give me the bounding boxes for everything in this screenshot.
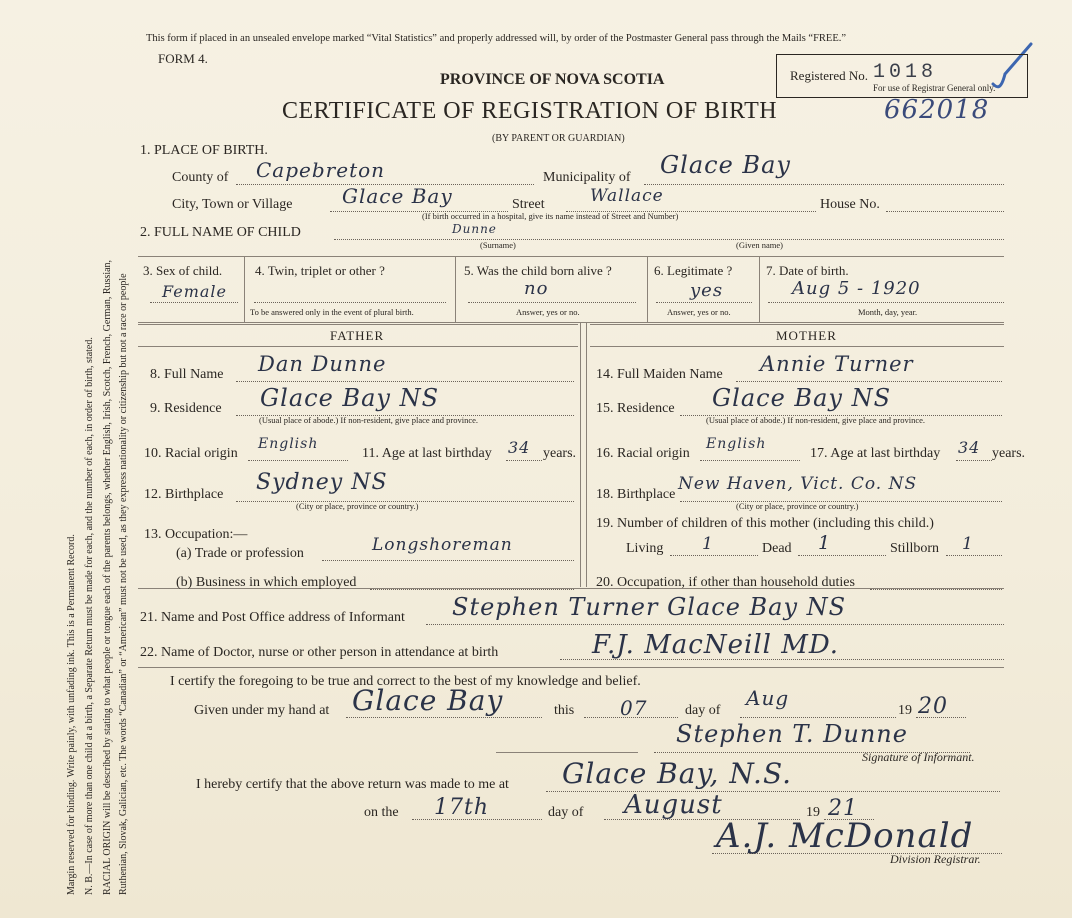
page-title: CERTIFICATE OF REGISTRATION OF BIRTH	[282, 98, 778, 124]
given-name-note: (Given name)	[736, 240, 783, 250]
postal-notice: This form if placed in an unsealed envelope marked “Vital Statistics” and properly addressed will, by order of the Postmaster General pass through the Mails “FREE.”	[146, 33, 847, 44]
city-value: Glace Bay	[342, 184, 453, 208]
dob-label: 7. Date of birth.	[766, 263, 849, 278]
stillborn-label: Stillborn	[890, 541, 940, 556]
county-value: Capebreton	[256, 158, 386, 182]
child-name-label: 2. FULL NAME OF CHILD	[140, 225, 301, 240]
father-birthplace-label: 12. Birthplace	[144, 487, 224, 502]
hospital-note: (If birth occurred in a hospital, give its name instead of Street and Number)	[422, 211, 679, 221]
children-count-label: 19. Number of children of this mother (including this child.)	[596, 516, 934, 531]
father-birthplace-note: (City or place, province or country.)	[296, 501, 419, 511]
mother-age-value: 34	[958, 438, 981, 457]
father-race-value: English	[258, 436, 319, 452]
registered-label: Registered No.	[790, 68, 868, 83]
legitimate-value: yes	[690, 280, 724, 301]
mother-heading: MOTHER	[776, 328, 837, 343]
mother-occupation-label: 20. Occupation, if other than household duties	[596, 575, 855, 590]
registrar-signature-label: Division Registrar.	[890, 852, 981, 866]
living-label: Living	[626, 541, 664, 556]
given-under-label: Given under my hand at	[194, 703, 330, 718]
street-value: Wallace	[590, 186, 664, 206]
on-the-label: on the	[364, 805, 399, 820]
registered-number: 1018	[873, 61, 938, 84]
business-label: (b) Business in which employed	[176, 575, 357, 590]
this-day-value: 07	[620, 696, 648, 720]
mother-years-label: years.	[992, 446, 1026, 461]
given-place-value: Glace Bay	[352, 684, 504, 717]
informant-signature-label: Signature of Informant.	[862, 750, 975, 764]
place-of-birth-label: 1. PLACE OF BIRTH.	[140, 143, 268, 158]
alive-value: no	[524, 278, 549, 299]
margin-line-1: Margin reserved for binding. Write painly, with unfading ink. This is a Permanent Record.	[66, 534, 77, 895]
surname-note: (Surname)	[480, 240, 516, 250]
trade-label: (a) Trade or profession	[176, 546, 304, 561]
father-name-value: Dan Dunne	[258, 352, 387, 376]
alive-label: 5. Was the child born alive ?	[464, 263, 612, 278]
dob-value: Aug 5 - 1920	[792, 278, 921, 299]
occupation-label: 13. Occupation:—	[144, 527, 248, 542]
father-age-label: 11. Age at last birthday	[362, 446, 492, 461]
mother-birthplace-value: New Haven, Vict. Co. NS	[678, 474, 918, 494]
informant-value: Stephen Turner Glace Bay NS	[452, 593, 847, 621]
stillborn-value: 1	[962, 534, 974, 554]
mother-age-label: 17. Age at last birthday	[810, 446, 941, 461]
registrar-statement: I hereby certify that the above return was made to me at	[196, 777, 509, 792]
informant-signature: Stephen T. Dunne	[676, 720, 908, 748]
certify-statement: I certify the foregoing to be true and correct to the best of my knowledge and belief.	[170, 674, 641, 689]
father-residence-label: 9. Residence	[150, 401, 222, 416]
living-value: 1	[702, 534, 714, 554]
registrar-month-value: August	[624, 790, 723, 820]
doctor-value: F.J. MacNeill MD.	[592, 630, 840, 660]
father-age-value: 34	[508, 438, 531, 457]
sex-label: 3. Sex of child.	[143, 263, 223, 278]
registered-note: For use of Registrar General only.	[873, 83, 996, 93]
cert-day-of-label: day of	[685, 703, 721, 718]
father-years-label: years.	[543, 446, 577, 461]
page-subtitle: (BY PARENT OR GUARDIAN)	[492, 133, 625, 144]
margin-line-3: RACIAL ORIGIN will be described by stating to what people or tongue each of the parents belongs, whether English, Irish, Scotch, French, German, Russian,	[102, 259, 113, 895]
father-heading: FATHER	[330, 328, 385, 343]
mother-race-label: 16. Racial origin	[596, 446, 690, 461]
municipality-label: Municipality of	[543, 170, 631, 185]
mother-name-label: 14. Full Maiden Name	[596, 367, 723, 382]
county-label: County of	[172, 170, 229, 185]
mother-residence-note: (Usual place of abode.) If non-resident, give place and province.	[706, 415, 926, 425]
this-label: this	[554, 703, 575, 718]
trade-value: Longshoreman	[372, 535, 513, 555]
mother-name-value: Annie Turner	[760, 352, 914, 376]
mother-birthplace-note: (City or place, province or country.)	[736, 501, 859, 511]
legitimate-label: 6. Legitimate ?	[654, 263, 733, 278]
margin-line-4: Ruthenian, Slovak, Galician, etc. The words “Canadian” or “American” must not be used, as they express nationality or citizenship but not a race or people	[118, 273, 129, 895]
twin-label: 4. Twin, triplet or other ?	[255, 263, 385, 278]
registrar-signature: A.J. McDonald	[716, 816, 974, 856]
father-residence-value: Glace Bay NS	[260, 384, 440, 412]
form-number: FORM 4.	[158, 51, 208, 66]
mother-residence-value: Glace Bay NS	[712, 384, 892, 412]
municipality-value: Glace Bay	[660, 151, 791, 179]
registrar-year-value: 21	[828, 796, 858, 821]
child-name-value: Dunne	[452, 222, 497, 236]
cert-year-prefix: 19	[898, 703, 912, 718]
handwritten-file-number: 662018	[884, 95, 990, 125]
margin-line-2: N. B.—In case of more than one child at a birth, a Separate Return must be made for each, and the number of each, in order of birth, stated.	[84, 337, 95, 895]
father-name-label: 8. Full Name	[150, 367, 224, 382]
dead-label: Dead	[762, 541, 792, 556]
twin-note: To be answered only in the event of plural birth.	[250, 307, 414, 317]
city-label: City, Town or Village	[172, 197, 293, 212]
father-residence-note: (Usual place of abode.) If non-resident, give place and province.	[259, 415, 479, 425]
registered-box	[776, 54, 1028, 98]
province-heading: PROVINCE OF NOVA SCOTIA	[440, 71, 665, 88]
cert-month-value: Aug	[746, 686, 790, 710]
sex-value: Female	[162, 282, 227, 301]
mother-birthplace-label: 18. Birthplace	[596, 487, 676, 502]
registrar-day-of-label: day of	[548, 805, 584, 820]
father-race-label: 10. Racial origin	[144, 446, 238, 461]
mother-residence-label: 15. Residence	[596, 401, 675, 416]
informant-label: 21. Name and Post Office address of Informant	[140, 610, 405, 625]
father-birthplace-value: Sydney NS	[256, 470, 388, 495]
alive-note: Answer, yes or no.	[516, 307, 580, 317]
mother-race-value: English	[706, 436, 767, 452]
registrar-place-value: Glace Bay, N.S.	[562, 757, 793, 790]
cert-year-value: 20	[918, 694, 948, 719]
dead-value: 1	[818, 532, 832, 554]
doctor-label: 22. Name of Doctor, nurse or other person in attendance at birth	[140, 645, 499, 660]
dob-note: Month, day, year.	[858, 307, 918, 317]
legitimate-note: Answer, yes or no.	[667, 307, 731, 317]
registrar-day-value: 17th	[434, 795, 490, 820]
registrar-year-prefix: 19	[806, 805, 820, 820]
street-label: Street	[512, 197, 545, 212]
house-label: House No.	[820, 197, 880, 212]
